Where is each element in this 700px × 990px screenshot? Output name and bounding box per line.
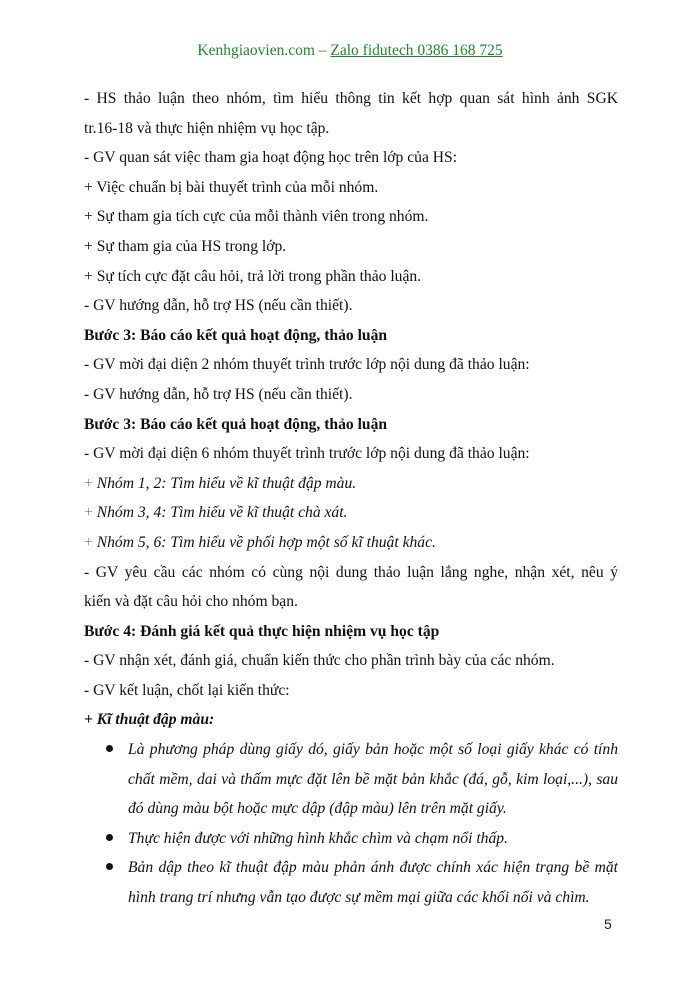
bullet-list xyxy=(84,735,618,913)
paragraph-line: - GV kết luận, chốt lại kiến thức: xyxy=(84,681,290,699)
header-site[interactable]: Kenhgiaovien.com xyxy=(197,42,315,59)
paragraph-line: - GV yêu cầu các nhóm có cùng nội dung thảo luận lắng nghe, nhận xét, nêu ý xyxy=(84,563,618,581)
paragraph-line: - GV hướng dẫn, hỗ trợ HS (nếu cần thiết). xyxy=(84,385,353,403)
paragraph-line: - GV hướng dẫn, hỗ trợ HS (nếu cần thiết). xyxy=(84,297,353,315)
paragraph-line: kiến và đặt câu hỏi cho nhóm bạn. xyxy=(84,593,298,611)
paragraph-line: + Sự tích cực đặt câu hỏi, trả lời trong phần thảo luận. xyxy=(84,267,422,285)
plus-marker: + xyxy=(84,533,93,551)
group-task-line xyxy=(84,528,618,558)
subsection-heading: + Kĩ thuật đập màu: xyxy=(84,711,215,729)
group-task-line xyxy=(84,498,618,528)
paragraph-line: - GV nhận xét, đánh giá, chuẩn kiến thức cho phần trình bày của các nhóm. xyxy=(84,652,555,670)
document-body xyxy=(84,84,618,913)
header-separator: – xyxy=(318,42,327,59)
group-task-text: Nhóm 3, 4: Tìm hiểu về kĩ thuật chà xát. xyxy=(96,504,348,522)
paragraph-line: tr.16-18 và thực hiện nhiệm vụ học tập. xyxy=(84,119,330,137)
paragraph-line: - GV mời đại diện 2 nhóm thuyết trình trước lớp nội dung đã thảo luận: xyxy=(84,356,530,374)
paragraph-line: - GV mời đại diện 6 nhóm thuyết trình trước lớp nội dung đã thảo luận: xyxy=(84,445,530,463)
plus-marker: + xyxy=(84,504,93,522)
bullet-text: Thực hiện được với những hình khắc chìm và chạm nổi thấp. xyxy=(128,829,508,847)
bullet-text: Là phương pháp dùng giấy dó, giấy bản hoặc một số loại giấy khác có tính chất mềm, dai và thấm mực đặt lên bề mặt bản khắc (đá, gỗ, kim loại,...), sau đó dùng màu bột hoặc mực dập (đập màu) lên trên mặt giấy. xyxy=(128,741,618,818)
group-task-text: Nhóm 1, 2: Tìm hiểu về kĩ thuật đập màu. xyxy=(96,474,357,492)
paragraph-line: + Sự tham gia tích cực của mỗi thành viên trong nhóm. xyxy=(84,208,429,226)
section-heading: Bước 4: Đánh giá kết quả thực hiện nhiệm vụ học tập xyxy=(84,622,440,640)
section-heading: Bước 3: Báo cáo kết quả hoạt động, thảo luận xyxy=(84,326,388,344)
section-heading: Bước 3: Báo cáo kết quả hoạt động, thảo luận xyxy=(84,415,388,433)
paragraph-line: + Việc chuẩn bị bài thuyết trình của mỗi nhóm. xyxy=(84,178,379,196)
bullet-item xyxy=(84,824,618,854)
paragraph-line: - GV quan sát việc tham gia hoạt động học trên lớp của HS: xyxy=(84,149,458,167)
bullet-text: Bản dập theo kĩ thuật đập màu phản ánh được chính xác hiện trạng bề mặt hình trang trí nhưng vẫn tạo được sự mềm mại giữa các khối nổi và chìm. xyxy=(128,859,618,907)
group-task-text: Nhóm 5, 6: Tìm hiểu về phối hợp một số kĩ thuật khác. xyxy=(96,533,436,551)
bullet-dot-icon xyxy=(106,863,113,870)
bullet-item xyxy=(84,853,618,912)
bullet-dot-icon xyxy=(106,834,113,841)
plus-marker: + xyxy=(84,474,93,492)
bullet-item xyxy=(84,735,618,824)
group-task-line xyxy=(84,469,618,499)
paragraph-line: + Sự tham gia của HS trong lớp. xyxy=(84,237,287,255)
bullet-dot-icon xyxy=(106,745,113,752)
header-contact[interactable]: Zalo fidutech 0386 168 725 xyxy=(330,42,503,59)
page-header xyxy=(0,42,700,60)
paragraph-line: - HS thảo luận theo nhóm, tìm hiểu thông tin kết hợp quan sát hình ảnh SGK xyxy=(84,90,618,107)
page-number: 5 xyxy=(604,916,612,932)
